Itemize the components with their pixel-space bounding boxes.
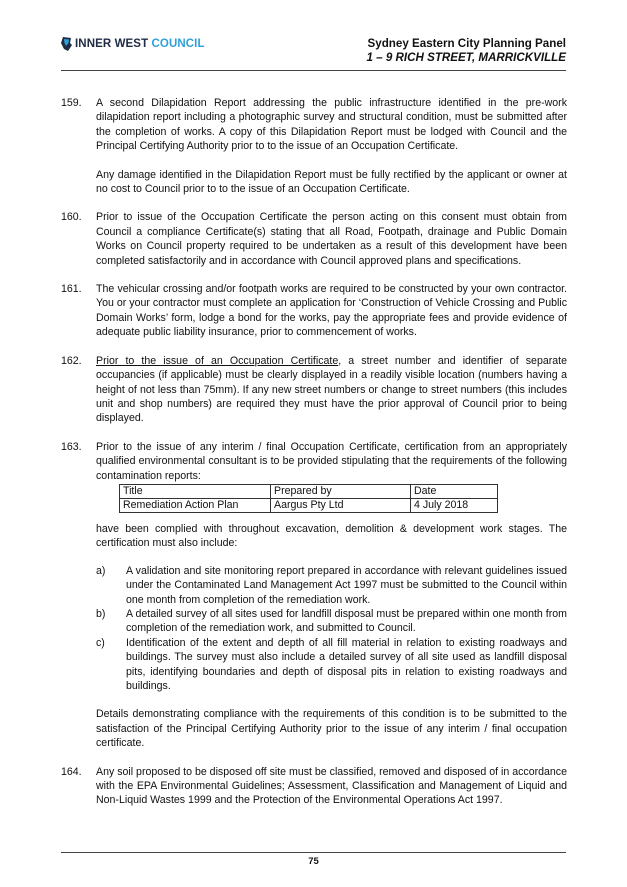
header-rule xyxy=(61,70,566,71)
logo-text-accent: COUNCIL xyxy=(151,38,205,50)
sub-text: A validation and site monitoring report prepared in accordance with relevant guidelines issued under the Contaminated Land Management Act 1997 must be submitted to the Council within one month from completion of the remediation work. xyxy=(126,564,567,606)
condition-text: Prior to issue of the Occupation Certificate the person acting on this consent must obtain from Council a compliance Certificate(s) stating that all Road, Footpath, drainage and Public Domain Works on Council property required to be undertaken as a result of this development have been completed satisfactorily and in accordance with Council approved plans and specifications. xyxy=(96,211,567,267)
sub-text: Identification of the extent and depth of all fill material in relation to existing roadways and buildings. The survey must also include a detailed survey of all site used as landfill disposal pits, identifying boundaries and depth of disposal pits in relation to existing roadways and buildings. xyxy=(126,636,567,692)
council-map-icon xyxy=(61,37,72,51)
conditions-list xyxy=(61,96,567,822)
logo-text-main: INNER WEST xyxy=(75,38,149,50)
panel-heading xyxy=(367,37,566,65)
contamination-reports-table xyxy=(119,484,498,513)
sub-condition xyxy=(96,607,567,636)
condition-160 xyxy=(61,210,567,268)
condition-text: Any damage identified in the Dilapidation Report must be fully rectified by the applicant or owner at no cost to Council prior to to the issue of an Occupation Certificate. xyxy=(96,168,567,196)
sub-condition xyxy=(96,564,567,607)
condition-text: have been complied with throughout excavation, demolition & development work stages. The certification must also include: xyxy=(96,522,567,550)
table-header: Prepared by xyxy=(271,484,411,498)
condition-text: A second Dilapidation Report addressing the public infrastructure identified in the pre-work dilapidation report including a photographic survey and structural condition, must be submitted after the completion of works. A copy of this Dilapidation Report must be lodged with Council and the Principal Certifying Authority prior to to the issue of an Occupation Certificate. xyxy=(96,97,567,153)
condition-163 xyxy=(61,440,567,751)
table-cell: Remediation Action Plan xyxy=(120,498,271,512)
sub-letter: a) xyxy=(96,564,106,577)
panel-address: 1 – 9 RICH STREET, MARRICKVILLE xyxy=(366,51,566,64)
sub-letter: b) xyxy=(96,607,106,620)
condition-text-rest: , a street number and identifier of separate occupancies (if applicable) must be clearly displayed in a readily visible location (numbers having a height of not less than 75mm). If any new street numbers or change to street numbers (this includes unit and shop numbers) are required they must have the prior approval of Council prior to being displayed. xyxy=(96,354,567,425)
condition-text xyxy=(96,354,567,426)
condition-161 xyxy=(61,282,567,340)
condition-number: 162. xyxy=(61,354,82,367)
condition-number: 160. xyxy=(61,211,82,224)
sub-conditions xyxy=(96,564,567,694)
table-cell: 4 July 2018 xyxy=(411,498,498,512)
council-logo xyxy=(61,37,205,51)
table-header: Date xyxy=(411,484,498,498)
condition-text: Any soil proposed to be disposed off site must be classified, removed and disposed of in accordance with the EPA Environmental Guidelines; Assessment, Classification and Management of Liquid and Non-Liquid Wastes 1999 and the Protection of the Environmental Operations Act 1997. xyxy=(96,765,567,807)
logo-wordmark xyxy=(75,38,205,50)
condition-number: 161. xyxy=(61,283,82,296)
condition-number: 159. xyxy=(61,97,82,109)
condition-text: Details demonstrating compliance with the requirements of this condition is to be submitted to the satisfaction of the Principal Certifying Authority prior to the issue of any interim / final occupation certificate. xyxy=(96,708,567,750)
table-header: Title xyxy=(120,484,271,498)
condition-text: The vehicular crossing and/or footpath works are required to be constructed by your own contractor. You or your contractor must complete an application for ‘Construction of Vehicle Crossing and Public Domain Works’ form, lodge a bond for the works, pay the appropriate fees and provide evidence of adequate public liability insurance, prior to commencement of works. xyxy=(96,283,567,339)
panel-title: Sydney Eastern City Planning Panel xyxy=(367,37,566,50)
underlined-lead: Prior to the issue of an Occupation Certificate xyxy=(96,354,339,367)
table-header-row xyxy=(120,484,498,498)
table-cell: Aargus Pty Ltd xyxy=(271,498,411,512)
condition-text: Prior to the issue of any interim / final Occupation Certificate, certification from an appropriately qualified environmental consultant is to be provided stipulating that the requirements of the following contamination reports: xyxy=(96,440,567,482)
sub-letter: c) xyxy=(96,636,105,649)
page-header xyxy=(0,0,627,80)
footer-rule xyxy=(61,852,566,853)
page-number: 75 xyxy=(308,856,319,867)
condition-number: 164. xyxy=(61,765,82,778)
condition-159 xyxy=(61,96,567,196)
condition-164 xyxy=(61,765,567,808)
sub-text: A detailed survey of all sites used for landfill disposal must be prepared within one month from completion of the remediation work, and submitted to Council. xyxy=(126,607,567,635)
sub-condition xyxy=(96,636,567,694)
condition-162 xyxy=(61,354,567,426)
condition-number: 163. xyxy=(61,440,82,453)
table-row xyxy=(120,498,498,512)
